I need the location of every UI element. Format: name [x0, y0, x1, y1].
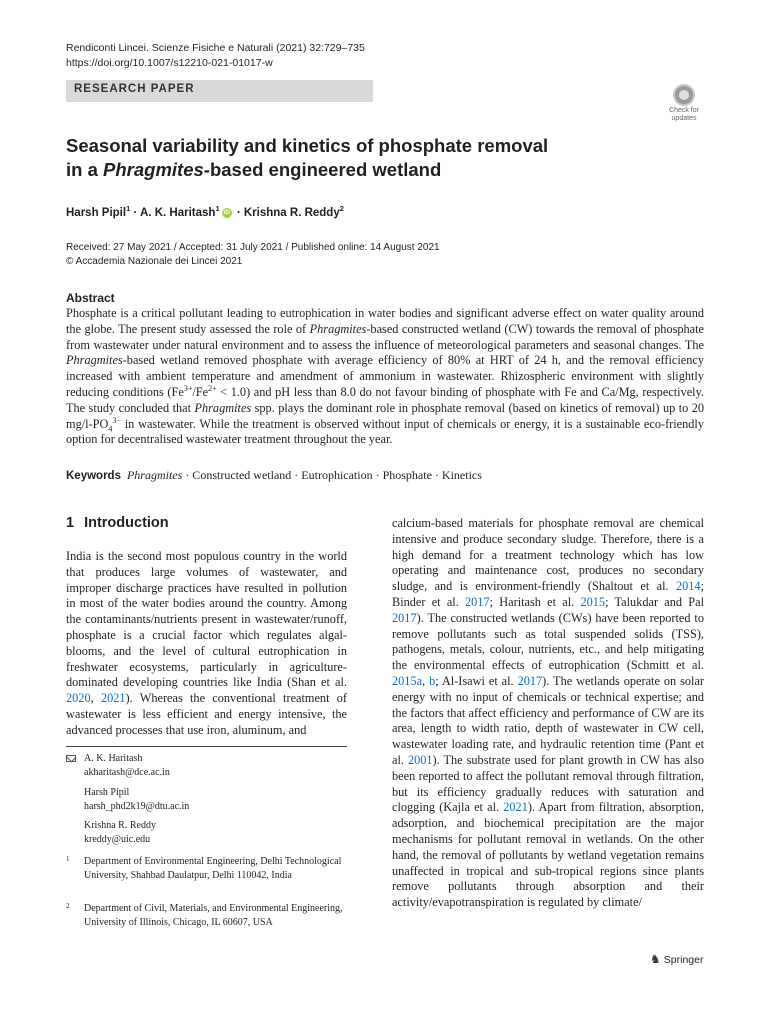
email-link[interactable]: kreddy@uic.edu	[84, 833, 151, 845]
author-list: Harsh Pipil$^1$ · A. K. Haritash$^1$ iD · Krishna R. Reddy$^2$	[66, 204, 344, 219]
citation-link[interactable]: 2015	[580, 594, 606, 609]
publisher-name: Springer	[663, 954, 704, 966]
author-name: Harsh Pipil	[66, 206, 127, 219]
email-link[interactable]: akharitash@dce.ac.in	[84, 766, 170, 778]
check-for-updates-badge[interactable]: Check for updates	[664, 84, 704, 126]
body-text-right-column: calcium-based materials for phosphate removal are chemical intensive and produce secondary sludge. Therefore, there is a high demand for a treatment technology which has low operating and maintenance cost, produces no secondary sludge, and is environment-friendly (Shaltout et al. 2014; Binder et al. 2017; Haritash et al. 2015; Talukdar and Pal 2017). The constructed wetlands (CWs) have been reported to remove pollutants such as total suspended solids (TSS), pathogens, metals, colour, nutrients, etc., and help mitigating the environmental effects of eutrophication (Schmitt et al. 2015a, b; Al-Isawi et al. 2017). The wetlands operate on solar energy with no input of chemicals or technical expertise; and the factors that affect efficiency and performance of CW are its area, length to width ratio, depth of wastewater in CW cell, wastewater loading rate, and hydraulic retention time (Pant et al. 2001). The substrate used for plant growth in CW has also been reported to affect the pollutant removal through filtration, but its efficiency gradually reduces with saturation and clogging (Kajla et al. 2021). Apart from filtration, absorption, adsorption, and biochemical precipitation are the major mechanisms for pollutant removal in wetlands. On the other hand, the removal of pollutants by wetland vegetation remains unaffected in tropical and sub-tropical regions since plants remove pollutants through absorption and their activity/evapotranspiration is regulated by climate/	[392, 516, 705, 910]
citation-link[interactable]: 2021	[503, 800, 528, 815]
citation-link[interactable]: 2014	[675, 579, 701, 594]
orcid-icon[interactable]: iD	[223, 208, 230, 216]
abstract-text: Phosphate is a critical pollutant leading to eutrophication in water bodies and significant adverse effect on water quality around the globe. The present study assessed the role of Phragmites-based constructed wetland (CW) towards the removal of phosphate from wastewater under natural environment and to assess the influence of meteorological parameters and seasonal changes. The Phragmites-based wetland removed phosphate with average efficiency of 80% at HRT of 24 h, and the removal efficiency increased with ambient temperature and amendment of ammonium in wastewater. Rhizospheric environment with slightly reducing conditions $(Fe^{3+}/Fe^{2+} < 1.0)$ and pH less than 8.0 do not favour binding of phosphate with Fe and Ca/Mg, respectively. The study concluded that Phragmites spp. plays the dominant role in phosphate removal (based on kinetics of removal) up to 20 $mg/l-PO_4^{3-}$ in wastewater. While the treatment is observed without input of chemicals or energy, it is a sustainable eco-friendly option for decentralised wastewater treatment throughout the year.	[66, 306, 705, 447]
email-link[interactable]: harsh_phd2k19@dtu.ac.in	[84, 800, 190, 812]
abstract-heading: Abstract	[66, 291, 115, 305]
correspondence-entry: A. K. Haritash akharitash@dce.ac.in	[84, 753, 170, 778]
citation-link[interactable]: 2017	[392, 610, 417, 625]
article-type-banner	[66, 80, 373, 102]
citation-link[interactable]: 2020	[66, 691, 91, 706]
springer-horse-icon: ♞	[650, 952, 661, 966]
author-name: A. K. Haritash	[140, 206, 216, 219]
citation-link[interactable]: 2015a	[392, 673, 423, 688]
keywords-label: Keywords	[66, 470, 121, 482]
correspondence-entry: Harsh Pipil harsh_phd2k19@dtu.ac.in	[84, 787, 190, 812]
article-type-label: RESEARCH PAPER	[74, 83, 195, 95]
keywords: Keywords Phragmites · Constructed wetland · Eutrophication · Phosphate · Kinetics	[66, 468, 482, 482]
doi-link[interactable]: https://doi.org/10.1007/s12210-021-01017-w	[66, 57, 273, 69]
citation-link[interactable]: 2021	[100, 691, 126, 706]
publisher-footer	[650, 952, 703, 966]
footnote-divider	[66, 746, 347, 747]
publication-dates: Received: 27 May 2021 / Accepted: 31 July 2021 / Published online: 14 August 2021 © Accademia Nazionale dei Lincei 2021	[66, 242, 440, 267]
citation-link[interactable]: b	[429, 673, 436, 688]
citation-link[interactable]: 2017	[465, 594, 490, 609]
envelope-icon	[66, 755, 76, 762]
section-heading: 1 Introduction	[66, 515, 169, 531]
copyright: © Accademia Nazionale dei Lincei 2021	[66, 255, 243, 267]
journal-citation: Rendiconti Lincei. Scienze Fisiche e Naturali (2021) 32:729–735	[66, 42, 365, 54]
check-for-updates-icon	[673, 84, 695, 106]
citation-link[interactable]: 2001	[407, 752, 433, 767]
author-name: Krishna R. Reddy	[243, 206, 340, 219]
correspondence-entry: Krishna R. Reddy kreddy@uic.edu	[84, 820, 156, 845]
citation-link[interactable]: 2017	[517, 673, 543, 688]
journal-header	[66, 41, 365, 71]
paper-title: Seasonal variability and kinetics of phosphate removal in a Phragmites-based engineered wetland	[66, 135, 549, 180]
body-text-left-column: India is the second most populous country in the world that produces large volumes of wastewater, and improper discharge practices have resulted in pollution in most of the water bodies around the country. Among the contaminants/nutrients present in wastewater/runoff, phosphate is a crucial factor which regulates algal-blooms, and the level of cultural eutrophication in freshwater ecosystems, particularly in agriculture-dominated developing countries like India (Shan et al. 2020, 2021). Whereas the conventional treatment of wastewater is less efficient and energy intensive, the advanced processes that use iron, aluminum, and	[66, 549, 347, 737]
